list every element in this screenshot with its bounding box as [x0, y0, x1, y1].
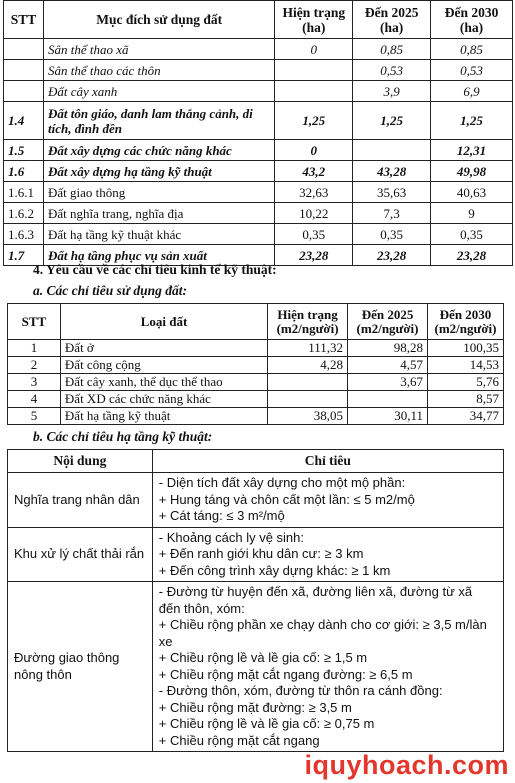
criteria-line: + Đến ranh giới khu dân cư: ≥ 3 km	[158, 546, 364, 561]
table-header-row	[8, 304, 504, 340]
land-purpose-cell: Sân thể thao các thôn	[43, 60, 274, 81]
current-value-cell: 38,05	[268, 408, 348, 425]
table-row	[4, 182, 513, 203]
stt-cell: 3	[8, 374, 61, 391]
header-content: Nội dung	[8, 450, 153, 473]
current-value-cell: 0	[275, 140, 353, 161]
criteria-line: - Khoảng cách ly vệ sinh:	[158, 529, 304, 545]
value-2030-cell: 100,35	[428, 340, 504, 357]
stt-cell: 1.5	[4, 140, 44, 161]
content-cell: Nghĩa trang nhân dân	[8, 473, 153, 528]
land-type-cell: Đất ở	[60, 340, 267, 357]
stt-cell	[4, 39, 44, 60]
value-2030-cell: 9	[431, 203, 513, 224]
stt-cell: 1	[8, 340, 61, 357]
current-value-cell: 1,25	[275, 102, 353, 140]
value-2030-cell: 8,57	[428, 391, 504, 408]
value-2025-cell	[353, 140, 431, 161]
current-value-cell: 23,28	[275, 245, 353, 266]
header-2030: Đến 2030 (m2/người)	[428, 304, 504, 340]
header-2025: Đến 2025 (ha)	[353, 1, 431, 39]
table-row	[8, 582, 504, 752]
header-purpose: Mục đích sử dụng đất	[43, 1, 274, 39]
stt-cell: 1.6.3	[4, 224, 44, 245]
criteria-line: + Chiều rộng lề và lề gia cố: ≥ 0,75 m	[158, 716, 375, 731]
table-header-row	[8, 450, 504, 473]
value-2025-cell: 4,57	[348, 357, 428, 374]
criteria-line: - Diện tích đất xây dựng cho một mộ phần:	[158, 475, 406, 490]
watermark-logo: iquyhoach.com	[304, 750, 509, 780]
table-row	[8, 374, 504, 391]
table-row	[4, 60, 513, 81]
criteria-line: + Chiều rộng phần xe chạy dành cho cơ giới: ≥ 3,5 m/làn xe	[158, 617, 487, 649]
current-value-cell: 111,32	[268, 340, 348, 357]
table-row	[8, 340, 504, 357]
land-purpose-cell: Đất cây xanh	[43, 81, 274, 102]
stt-cell: 1.6	[4, 161, 44, 182]
header-land-type: Loại đất	[60, 304, 267, 340]
criteria-line: + Chiều rộng mặt đường: ≥ 3,5 m	[158, 699, 352, 715]
value-2030-cell: 0,53	[431, 60, 513, 81]
current-value-cell: 0	[275, 39, 353, 60]
table-row	[8, 391, 504, 408]
stt-cell: 1.7	[4, 245, 44, 266]
header-stt: STT	[4, 1, 44, 39]
value-2025-cell: 3,9	[353, 81, 431, 102]
stt-cell: 1.6.1	[4, 182, 44, 203]
land-type-cell: Đất công cộng	[60, 357, 267, 374]
content-cell: Đường giao thông nông thôn	[8, 582, 153, 752]
table-row	[4, 224, 513, 245]
stt-cell: 1.6.2	[4, 203, 44, 224]
section-b-heading: b. Các chỉ tiêu hạ tầng kỹ thuật:	[33, 429, 213, 444]
criteria-line: + Chiều rộng mặt cắt ngang	[158, 732, 320, 748]
value-2025-cell: 35,63	[353, 182, 431, 203]
current-value-cell: 0,35	[275, 224, 353, 245]
content-cell: Khu xử lý chất thải rắn	[8, 527, 153, 582]
land-purpose-cell: Đất hạ tầng phục vụ sản xuất	[43, 245, 274, 266]
criteria-line: + Cát táng: ≤ 3 m²/mộ	[158, 508, 285, 523]
current-value-cell: 10,22	[275, 203, 353, 224]
value-2025-cell: 98,28	[348, 340, 428, 357]
value-2030-cell: 34,77	[428, 408, 504, 425]
current-value-cell: 4,28	[268, 357, 348, 374]
value-2025-cell: 0,53	[353, 60, 431, 81]
stt-cell: 4	[8, 391, 61, 408]
current-value-cell	[275, 81, 353, 102]
value-2025-cell: 43,28	[353, 161, 431, 182]
criteria-cell	[152, 473, 503, 528]
section-4-heading: 4. Yêu cầu về các chỉ tiêu kinh tế kỹ thuật:	[33, 262, 277, 277]
section-a-heading: a. Các chỉ tiêu sử dụng đất:	[33, 283, 187, 298]
table-row	[4, 102, 513, 140]
land-purpose-cell: Đất xây dựng các chức năng khác	[43, 140, 274, 161]
criteria-cell	[152, 582, 503, 752]
stt-cell: 5	[8, 408, 61, 425]
table-row	[8, 408, 504, 425]
current-value-cell: 32,63	[275, 182, 353, 203]
table-row	[8, 357, 504, 374]
table-row	[4, 39, 513, 60]
table-row	[8, 473, 504, 528]
header-stt: STT	[8, 304, 61, 340]
land-purpose-cell: Đất nghĩa trang, nghĩa địa	[43, 203, 274, 224]
stt-cell: 1.4	[4, 102, 44, 140]
current-value-cell	[275, 60, 353, 81]
value-2030-cell: 1,25	[431, 102, 513, 140]
stt-cell	[4, 81, 44, 102]
header-2030: Đến 2030 (ha)	[431, 1, 513, 39]
current-value-cell	[268, 374, 348, 391]
value-2025-cell: 7,3	[353, 203, 431, 224]
value-2025-cell	[348, 391, 428, 408]
land-type-cell: Đất XD các chức năng khác	[60, 391, 267, 408]
criteria-line: - Đường thôn, xóm, đường từ thôn ra cánh đồng:	[158, 683, 443, 698]
header-criteria: Chỉ tiêu	[152, 450, 503, 473]
criteria-cell	[152, 527, 503, 582]
table-row	[4, 81, 513, 102]
value-2025-cell: 3,67	[348, 374, 428, 391]
value-2030-cell: 49,98	[431, 161, 513, 182]
stt-cell: 2	[8, 357, 61, 374]
criteria-line: + Chiều rộng lề và lề gia cố: ≥ 1,5 m	[158, 650, 368, 665]
value-2025-cell: 1,25	[353, 102, 431, 140]
value-2030-cell: 40,63	[431, 182, 513, 203]
value-2030-cell: 6,9	[431, 81, 513, 102]
header-current: Hiện trạng (m2/người)	[268, 304, 348, 340]
header-2025: Đến 2025 (m2/người)	[348, 304, 428, 340]
land-use-table	[3, 0, 513, 266]
current-value-cell: 43,2	[275, 161, 353, 182]
table-header-row	[4, 1, 513, 39]
land-purpose-cell: Đất giao thông	[43, 182, 274, 203]
criteria-line: + Hung táng và chôn cất một lần: ≤ 5 m2/mộ	[158, 491, 415, 507]
land-purpose-cell: Sân thể thao xã	[43, 39, 274, 60]
criteria-line: + Đến công trình xây dựng khác: ≥ 1 km	[158, 562, 391, 578]
table-row	[8, 527, 504, 582]
land-use-indicator-table	[7, 303, 504, 425]
stt-cell	[4, 60, 44, 81]
land-type-cell: Đất cây xanh, thể dục thể thao	[60, 374, 267, 391]
land-purpose-cell: Đất xây dựng hạ tầng kỹ thuật	[43, 161, 274, 182]
value-2030-cell: 5,76	[428, 374, 504, 391]
infrastructure-indicator-table	[7, 449, 504, 752]
value-2025-cell: 0,35	[353, 224, 431, 245]
value-2030-cell: 14,53	[428, 357, 504, 374]
value-2030-cell: 0,85	[431, 39, 513, 60]
header-current: Hiện trạng (ha)	[275, 1, 353, 39]
table-row	[4, 203, 513, 224]
criteria-line: - Đường từ huyện đến xã, đường liên xã, đường từ xã đến thôn, xóm:	[158, 584, 473, 616]
land-purpose-cell: Đất hạ tầng kỹ thuật khác	[43, 224, 274, 245]
value-2025-cell: 0,85	[353, 39, 431, 60]
criteria-line: + Chiều rộng mặt cắt ngang đường: ≥ 6,5 m	[158, 666, 413, 682]
table-row	[4, 161, 513, 182]
land-purpose-cell: Đất tôn giáo, danh lam thắng cảnh, di tích, đình đền	[43, 102, 274, 140]
land-type-cell: Đất hạ tầng kỹ thuật	[60, 408, 267, 425]
value-2030-cell: 12,31	[431, 140, 513, 161]
value-2025-cell: 30,11	[348, 408, 428, 425]
value-2025-cell: 23,28	[353, 245, 431, 266]
value-2030-cell: 23,28	[431, 245, 513, 266]
table-row	[4, 140, 513, 161]
value-2030-cell: 0,35	[431, 224, 513, 245]
current-value-cell	[268, 391, 348, 408]
